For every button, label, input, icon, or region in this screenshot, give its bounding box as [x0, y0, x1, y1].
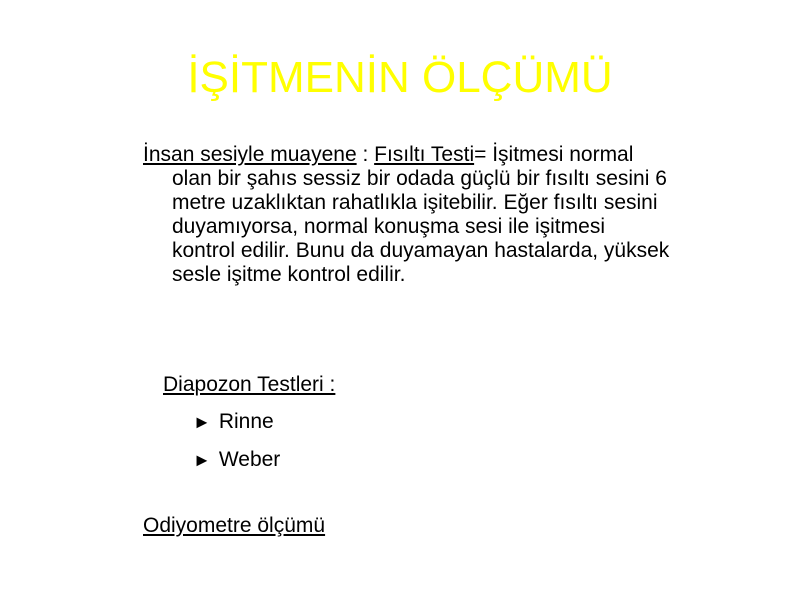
audiometry-heading: Odiyometre ölçümü: [143, 514, 326, 537]
slide-title: İŞİTMENİN ÖLÇÜMÜ: [187, 53, 613, 102]
weber-label: Weber: [218, 448, 281, 471]
human-voice-exam-label: İnsan sesiyle muayene: [143, 143, 357, 166]
rinne-label: Rinne: [218, 410, 274, 433]
whisper-test-paragraph: [143, 143, 672, 287]
list-item-rinne: [193, 410, 274, 434]
separator-text: :: [356, 143, 375, 166]
triangle-bullet-icon: ►: [193, 412, 211, 432]
list-item-weber: [193, 448, 280, 472]
whisper-test-description: = İşitmesi normal olan bir şahıs sessiz bir odada güçlü bir fısıltı sesini 6 metre uzaklıktan rahatlıkla işitebilir. Eğer fısıltı sesini duyamıyorsa, normal konuşma sesi ile işitmesi kontrol edilir. Bunu da duyamayan hastalarda, yüksek sesle işitme kontrol edilir.: [172, 143, 670, 286]
triangle-bullet-icon: ►: [193, 450, 211, 470]
whisper-test-label: Fısıltı Testi: [374, 143, 475, 166]
tuning-fork-tests-heading: Diapozon Testleri :: [163, 373, 336, 396]
